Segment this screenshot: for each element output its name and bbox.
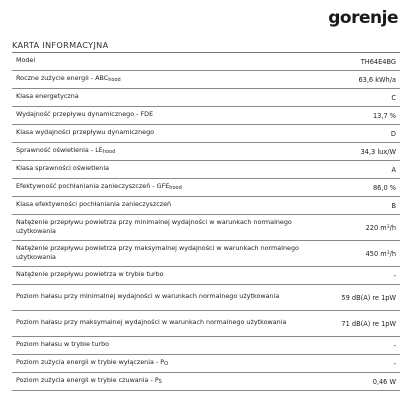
row-label: Wydajność przepływu dynamicznego - FDE: [16, 110, 154, 118]
table-row: [12, 267, 400, 285]
row-value: 450 $m^3/h$: [365, 249, 396, 258]
row-label: Poziom hałasu w trybie turbo: [16, 340, 110, 348]
row-label: Efektywność pochłaniania zanieczyszczeń - $GFE_{hood}$: [16, 182, 182, 191]
row-value: -: [393, 271, 396, 280]
row-label: Poziom hałasu przy maksymalnej wydajności w warunkach normalnego użytkowania: [16, 318, 287, 326]
table-row: [12, 241, 400, 267]
table-row: [12, 355, 400, 373]
row-label: Poziom zużycia energii w trybie wyłączenia - $P_O$: [16, 358, 169, 367]
row-value: C: [391, 93, 396, 102]
row-value: A: [391, 165, 396, 174]
table-row: [12, 89, 400, 107]
table-row: [12, 179, 400, 197]
row-value: 86,0 %: [372, 183, 396, 192]
table-row: [12, 71, 400, 89]
table-row: [12, 143, 400, 161]
row-value: 220 $m^3/h$: [365, 223, 396, 232]
table-row: [12, 197, 400, 215]
row-label: Klasa wydajności przepływu dynamicznego: [16, 128, 155, 136]
row-label: Poziom zużycia energii w trybie czuwania - $P_S$: [16, 376, 162, 385]
row-value: 71 dB(A) re 1pW: [341, 319, 396, 328]
info-table: [12, 52, 400, 391]
row-value: 13,7 %: [372, 111, 396, 120]
row-label: Klasa energetyczna: [16, 92, 79, 100]
table-row: [12, 373, 400, 391]
table-row: [12, 311, 400, 337]
row-label: Sprawność oświetlenia - $LE_{hood}$: [16, 146, 116, 155]
row-label: Natężenie przepływu powietrza w trybie turbo: [16, 270, 164, 278]
row-value: D: [390, 129, 396, 138]
table-row: [12, 285, 400, 311]
row-value: B: [391, 201, 396, 210]
row-label: Natężenie przepływu powietrza przy minimalnej wydajności w warunkach normalnego użytkowania: [16, 217, 292, 235]
brand-logo: gorenje: [328, 8, 398, 28]
table-row: [12, 215, 400, 241]
row-value: 63,6 kWh/a: [358, 75, 396, 84]
table-row: [12, 53, 400, 71]
row-label: Poziom hałasu przy minimalnej wydajności w warunkach normalnego użytkowania: [16, 292, 280, 300]
row-label: Model: [16, 56, 36, 64]
row-label: Roczne zużycie energii - $ABC_{hood}$: [16, 74, 121, 83]
table-row: [12, 107, 400, 125]
table-row: [12, 161, 400, 179]
row-value: -: [393, 359, 396, 368]
row-value: 34,3 lux/W: [360, 147, 396, 156]
row-value: 0,46 W: [372, 377, 396, 386]
row-label: Klasa sprawności oświetlenia: [16, 164, 110, 172]
page-title: KARTA INFORMACYJNA: [12, 40, 109, 50]
table-row: [12, 337, 400, 355]
table-row: [12, 125, 400, 143]
row-label: Klasa efektywności pochłaniania zanieczyszczeń: [16, 200, 172, 208]
row-value: 59 dB(A) re 1pW: [341, 293, 396, 302]
row-value: -: [393, 341, 396, 350]
row-label: Natężenie przepływu powietrza przy maksymalnej wydajności w warunkach normalnego użytkowania: [16, 243, 299, 261]
row-value: TH64E4BG: [360, 57, 396, 66]
